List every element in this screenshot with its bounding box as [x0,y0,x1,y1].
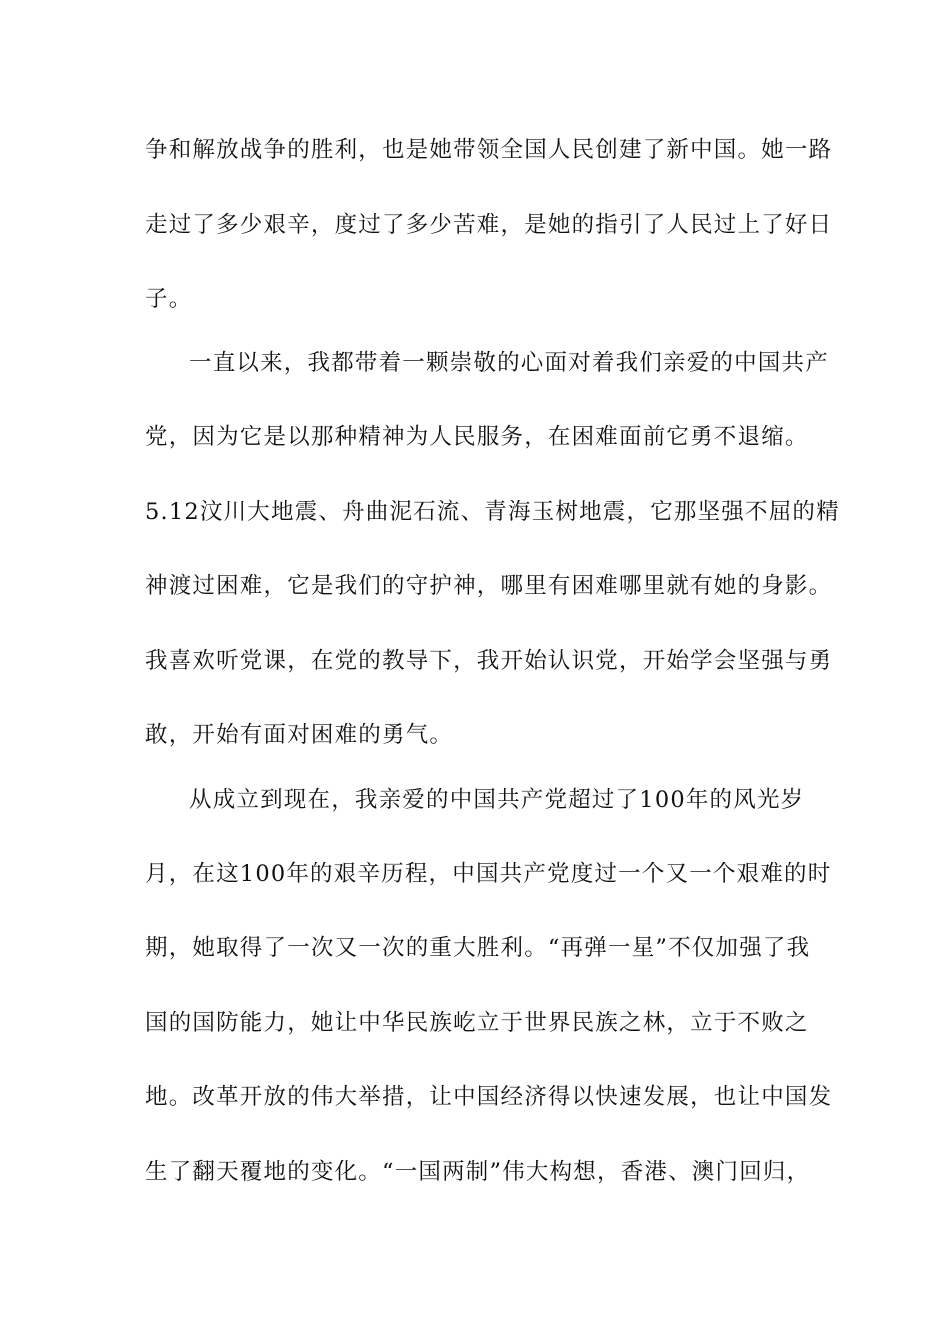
text-line: 月，在这100年的艰辛历程，中国共产党度过一个又一个艰难的时 [145,861,832,887]
text-line: 子。 [145,286,193,312]
text-line: 走过了多少艰辛，度过了多少苦难，是她的指引了人民过上了好日 [145,212,833,238]
text-line: 5.12汶川大地震、舟曲泥石流、青海玉树地震，它那坚强不屈的精 [145,499,840,525]
text-line: 神渡过困难，它是我们的守护神，哪里有困难哪里就有她的身影。 [145,573,833,599]
text-line: 我喜欢听党课，在党的教导下，我开始认识党，开始学会坚强与勇 [145,648,833,674]
paragraph-start-line: 从成立到现在，我亲爱的中国共产党超过了100年的风光岁 [189,787,805,813]
paragraph-start-line: 一直以来，我都带着一颗崇敬的心面对着我们亲爱的中国共产 [189,350,829,376]
text-line: 争和解放战争的胜利，也是她带领全国人民创建了新中国。她一路 [145,137,833,163]
text-line: 国的国防能力，她让中华民族屹立于世界民族之林，立于不败之 [145,1010,809,1036]
text-line: 地。改革开放的伟大举措，让中国经济得以快速发展，也让中国发 [145,1084,833,1110]
text-line: 期，她取得了一次又一次的重大胜利。“再弹一星”不仅加强了我 [145,935,811,961]
text-line: 党，因为它是以那种精神为人民服务，在困难面前它勇不退缩。 [145,424,809,450]
text-line: 敢，开始有面对困难的勇气。 [145,722,454,748]
text-line: 生了翻天覆地的变化。“一国两制”伟大构想，香港、澳门回归， [145,1159,811,1185]
